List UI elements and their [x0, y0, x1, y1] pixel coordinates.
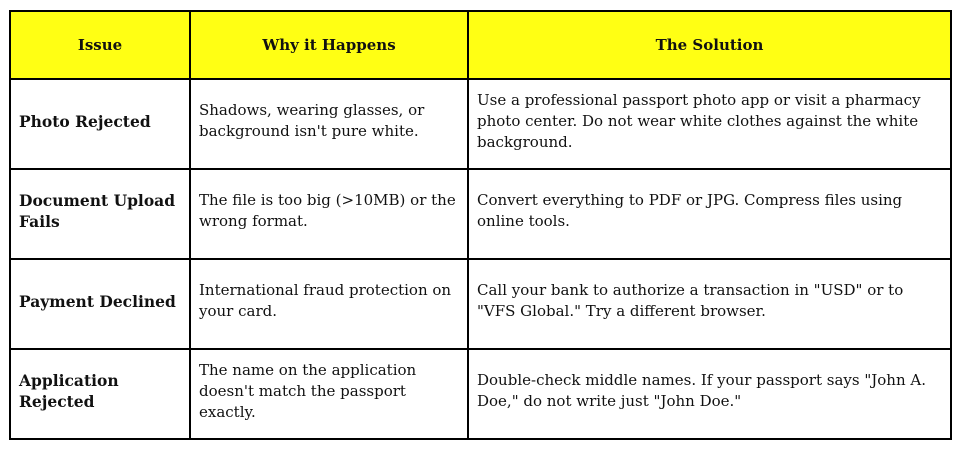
- troubleshooting-table: [9, 10, 952, 440]
- table-row: [10, 349, 951, 439]
- solution-text: Double-check middle names. If your passport says "John A. Doe," do not write just "John Doe.": [477, 371, 926, 410]
- table-row: [10, 79, 951, 169]
- issue-text: Payment Declined: [19, 291, 176, 311]
- issue-cell: [10, 349, 190, 439]
- why-cell: [190, 349, 468, 439]
- solution-text: Call your bank to authorize a transaction in "USD" or to "VFS Global." Try a different browser.: [477, 281, 904, 320]
- header-why-it-happens: Why it Happens: [190, 11, 468, 79]
- solution-text: Convert everything to PDF or JPG. Compress files using online tools.: [477, 191, 903, 230]
- issue-text: Document Upload Fails: [19, 191, 176, 231]
- solution-cell: [468, 79, 951, 169]
- why-cell: [190, 79, 468, 169]
- solution-cell: [468, 349, 951, 439]
- solution-cell: [468, 169, 951, 259]
- solution-text: Use a professional passport photo app or visit a pharmacy photo center. Do not wear white clothes against the white background.: [477, 90, 921, 151]
- issue-cell: [10, 79, 190, 169]
- table-row: [10, 169, 951, 259]
- solution-cell: [468, 259, 951, 349]
- header-row: [10, 11, 951, 79]
- table-row: [10, 259, 951, 349]
- why-cell: [190, 169, 468, 259]
- header-issue: Issue: [10, 11, 190, 79]
- issue-cell: [10, 169, 190, 259]
- issue-text: Photo Rejected: [19, 111, 151, 131]
- issue-text: Application Rejected: [19, 371, 119, 411]
- header-the-solution: The Solution: [468, 11, 951, 79]
- issue-cell: [10, 259, 190, 349]
- table-header: [10, 11, 951, 79]
- why-text: The file is too big (>10MB) or the wrong format.: [199, 191, 456, 230]
- why-text: Shadows, wearing glasses, or background isn't pure white.: [199, 101, 425, 140]
- table-body: [10, 79, 951, 439]
- why-text: International fraud protection on your card.: [199, 281, 452, 320]
- why-cell: [190, 259, 468, 349]
- why-text: The name on the application doesn't match the passport exactly.: [199, 360, 417, 421]
